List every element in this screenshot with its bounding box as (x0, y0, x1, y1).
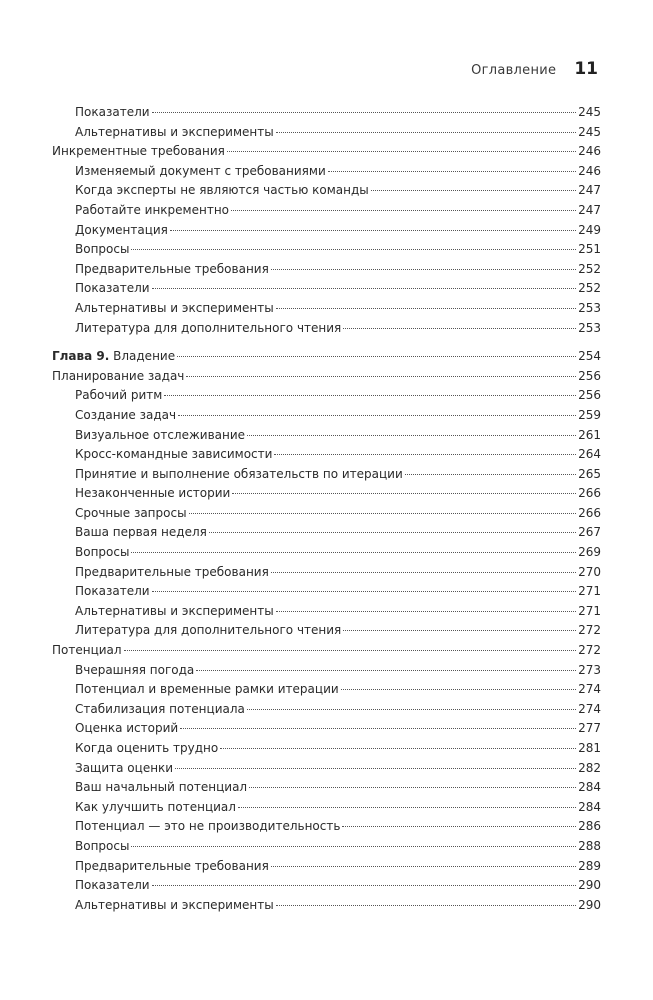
dot-leader (180, 728, 576, 729)
dot-leader (227, 151, 576, 152)
dot-leader (405, 474, 576, 475)
toc-entry-text: Предварительные требования (75, 858, 269, 873)
dot-leader (276, 611, 576, 612)
dot-leader (124, 650, 577, 651)
toc-page-number: 247 (578, 202, 601, 217)
toc-subsection-entry[interactable] (52, 181, 601, 201)
dot-leader (274, 454, 576, 455)
toc-entry-title (75, 602, 274, 622)
toc-subsection-entry[interactable] (52, 759, 601, 779)
section-title: Оглавление (471, 63, 557, 78)
toc-entry-title (75, 876, 150, 896)
toc-subsection-entry[interactable] (52, 260, 601, 280)
toc-entry-title (75, 181, 369, 201)
toc-subsection-entry[interactable] (52, 319, 601, 339)
dot-leader (152, 591, 577, 592)
dot-leader (276, 905, 576, 906)
toc-section-entry[interactable] (52, 142, 601, 162)
dot-leader (247, 435, 576, 436)
toc-entry-text: Показатели (75, 878, 150, 893)
toc-entry-text: Изменяемый документ с требованиями (75, 163, 326, 178)
toc-entry-text: Альтернативы и эксперименты (75, 300, 274, 315)
toc-entry-title (75, 896, 274, 916)
chapter-label: Глава 9. (52, 349, 110, 364)
dot-leader (131, 552, 576, 553)
running-header (471, 59, 598, 79)
toc-entry-title (75, 162, 326, 182)
toc-subsection-entry[interactable] (52, 299, 601, 319)
toc-section-entry[interactable] (52, 367, 601, 387)
toc-subsection-entry[interactable] (52, 103, 601, 123)
toc-page-number: 274 (578, 701, 601, 716)
toc-entry-text: Ваш начальный потенциал (75, 780, 248, 795)
toc-page-number: 271 (578, 603, 601, 618)
toc-entry-title (75, 465, 403, 485)
toc-entry-text: Владение (109, 349, 176, 364)
dot-leader (170, 230, 576, 231)
toc-subsection-entry[interactable] (52, 123, 601, 143)
toc-entry-text: Показатели (75, 105, 150, 119)
toc-page-number: 288 (578, 838, 601, 853)
toc-entry-title (75, 240, 129, 260)
toc-subsection-entry[interactable] (52, 817, 601, 837)
toc-entry-title (75, 523, 207, 543)
toc-subsection-entry[interactable] (52, 621, 601, 641)
toc-subsection-entry[interactable] (52, 798, 601, 818)
toc-entry-title (75, 563, 269, 583)
toc-subsection-entry[interactable] (52, 240, 601, 260)
dot-leader (249, 787, 576, 788)
toc-subsection-entry[interactable] (52, 426, 601, 446)
toc-entry-title (75, 386, 162, 406)
toc-subsection-entry[interactable] (52, 445, 601, 465)
toc-page-number: 282 (578, 760, 601, 775)
toc-page-number: 266 (578, 486, 601, 501)
toc-entry-text: Работайте инкрементно (75, 202, 230, 217)
dot-leader (276, 308, 576, 309)
toc-entry-text: Предварительные требования (75, 564, 269, 579)
toc-entry-text: Инкрементные требования (52, 144, 225, 159)
toc-entry-text: Альтернативы и эксперименты (75, 603, 274, 618)
toc-page-number: 256 (578, 388, 601, 403)
toc-entry-text: Потенциал (52, 643, 122, 658)
toc-entry-text: Вопросы (75, 545, 130, 560)
toc-page-number: 249 (578, 222, 601, 237)
toc-page-number: 290 (578, 897, 601, 912)
toc-entry-title (75, 260, 269, 280)
toc-entry-text: Срочные запросы (75, 505, 187, 520)
toc-subsection-entry[interactable] (52, 602, 601, 622)
dot-leader (371, 190, 576, 191)
toc-subsection-entry[interactable] (52, 876, 601, 896)
toc-entry-text: Вопросы (75, 242, 130, 257)
toc-entry-title (75, 661, 194, 681)
toc-entry-title (75, 201, 229, 221)
dot-leader (276, 132, 576, 133)
toc-subsection-entry[interactable] (52, 279, 601, 299)
toc-entry-text: Визуальное отслеживание (75, 427, 246, 442)
toc-page-number: 273 (578, 662, 601, 677)
toc-entry-title (75, 504, 187, 524)
dot-leader (152, 112, 577, 113)
toc-entry-title (75, 700, 245, 720)
toc-subsection-entry[interactable] (52, 465, 601, 485)
toc-entry-text: Литература для дополнительного чтения (75, 623, 342, 638)
toc-entry-title (75, 103, 150, 123)
toc-entry-text: Альтернативы и эксперименты (75, 124, 274, 139)
toc-page-number: 245 (578, 124, 601, 139)
dot-leader (196, 670, 576, 671)
toc-page-number: 251 (578, 242, 601, 257)
page-number: 11 (574, 59, 598, 79)
toc-page-number: 284 (578, 780, 601, 795)
toc-subsection-entry[interactable] (52, 739, 601, 759)
toc-entry-text: Вопросы (75, 838, 130, 853)
toc-page-number: 284 (578, 799, 601, 814)
toc-entry-title (75, 484, 230, 504)
toc-subsection-entry[interactable] (52, 857, 601, 877)
dot-leader (247, 709, 576, 710)
toc-page-number: 289 (578, 858, 601, 873)
toc-subsection-entry[interactable] (52, 504, 601, 524)
toc-entry-title (75, 719, 178, 739)
toc-page-number: 271 (578, 584, 601, 599)
toc-entry-text: Оценка историй (75, 721, 179, 736)
toc-entry-text: Как улучшить потенциал (75, 799, 236, 814)
toc-subsection-entry[interactable] (52, 543, 601, 563)
dot-leader (131, 249, 576, 250)
toc-page-number: 266 (578, 505, 601, 520)
toc-page-number: 274 (578, 682, 601, 697)
dot-leader (164, 395, 576, 396)
dot-leader (209, 532, 576, 533)
toc-page-number: 272 (578, 643, 601, 658)
toc-entry-title (75, 123, 274, 143)
toc-subsection-entry[interactable] (52, 221, 601, 241)
toc-entry-title (75, 817, 340, 837)
toc-entry-text: Незаконченные истории (75, 486, 231, 501)
toc-section-entry[interactable] (52, 641, 601, 661)
toc-page-number: 253 (578, 300, 601, 315)
toc-page-number: 246 (578, 144, 601, 159)
toc-entry-title (75, 543, 129, 563)
toc-entry-title (75, 279, 150, 299)
toc-entry-title (75, 582, 150, 602)
toc-page-number: 277 (578, 721, 601, 736)
toc-page-number: 270 (578, 564, 601, 579)
toc-subsection-entry[interactable] (52, 484, 601, 504)
toc-page-number: 253 (578, 320, 601, 335)
toc-subsection-entry[interactable] (52, 896, 601, 916)
toc-entry-text: Потенциал — это не производительность (75, 819, 341, 834)
toc-entry-text: Документация (75, 222, 168, 237)
dot-leader (220, 748, 576, 749)
dot-leader (177, 356, 576, 357)
toc-page-number: 281 (578, 741, 601, 755)
toc-entry-title (75, 680, 339, 700)
toc-page-number: 272 (578, 623, 601, 638)
toc-subsection-entry[interactable] (52, 523, 601, 543)
toc-entry-text: Предварительные требования (75, 261, 269, 276)
toc-subsection-entry[interactable] (52, 201, 601, 221)
toc-page-number: 252 (578, 261, 601, 276)
toc-page-number: 259 (578, 407, 601, 422)
dot-leader (232, 493, 576, 494)
dot-leader (152, 288, 577, 289)
dot-leader (343, 328, 576, 329)
dot-leader (238, 807, 576, 808)
toc-entry-text: Литература для дополнительного чтения (75, 320, 342, 335)
toc-subsection-entry[interactable] (52, 719, 601, 739)
table-of-contents (52, 103, 601, 915)
toc-page-number: 265 (578, 466, 601, 481)
toc-subsection-entry[interactable] (52, 680, 601, 700)
toc-chapter-entry[interactable] (52, 347, 601, 367)
dot-leader (271, 269, 576, 270)
toc-entry-title (75, 739, 218, 759)
toc-entry-title (75, 778, 247, 798)
toc-entry-text: Показатели (75, 281, 150, 296)
toc-subsection-entry[interactable] (52, 700, 601, 720)
toc-entry-text: Когда эксперты не являются частью команды (75, 183, 369, 198)
toc-page-number: 246 (578, 163, 601, 178)
dot-leader (131, 846, 576, 847)
toc-entry-title (75, 299, 274, 319)
toc-entry-title (75, 857, 269, 877)
dot-leader (175, 768, 576, 769)
toc-entry-text: Кросс-командные зависимости (75, 447, 273, 462)
toc-page-number: 245 (578, 105, 601, 119)
toc-entry-text: Ваша первая неделя (75, 525, 207, 540)
dot-leader (271, 572, 576, 573)
toc-entry-title (52, 142, 225, 162)
toc-subsection-entry[interactable] (52, 837, 601, 857)
toc-page-number: 247 (578, 183, 601, 198)
toc-entry-text: Показатели (75, 584, 150, 599)
toc-entry-text: Создание задач (75, 407, 177, 422)
toc-entry-text: Защита оценки (75, 760, 174, 775)
toc-entry-text: Вчерашняя погода (75, 662, 195, 677)
toc-page-number: 252 (578, 281, 601, 296)
dot-leader (152, 885, 577, 886)
toc-entry-text: Принятие и выполнение обязательств по итерации (75, 466, 403, 481)
toc-subsection-entry[interactable] (52, 162, 601, 182)
toc-entry-title (75, 426, 245, 446)
toc-page-number: 254 (578, 349, 601, 364)
toc-entry-title (52, 641, 122, 661)
toc-entry-text: Когда оценить трудно (75, 741, 219, 755)
dot-leader (328, 171, 576, 172)
toc-entry-title (75, 759, 173, 779)
toc-entry-title (75, 406, 176, 426)
toc-entry-title (75, 445, 272, 465)
toc-page-number: 256 (578, 368, 601, 383)
toc-subsection-entry[interactable] (52, 582, 601, 602)
toc-entry-text: Планирование задач (52, 368, 185, 383)
toc-page-number: 286 (578, 819, 601, 834)
toc-subsection-entry[interactable] (52, 563, 601, 583)
dot-leader (342, 826, 576, 827)
toc-entry-title (75, 221, 168, 241)
toc-entry-title (52, 347, 175, 367)
dot-leader (189, 513, 577, 514)
toc-entry-title (75, 319, 341, 339)
toc-entry-text: Рабочий ритм (75, 388, 163, 403)
toc-entry-title (75, 621, 341, 641)
toc-subsection-entry[interactable] (52, 406, 601, 426)
toc-entry-text: Стабилизация потенциала (75, 701, 245, 716)
dot-leader (231, 210, 576, 211)
toc-page-number: 261 (578, 427, 601, 442)
toc-subsection-entry[interactable] (52, 778, 601, 798)
toc-subsection-entry[interactable] (52, 661, 601, 681)
toc-entry-title (75, 798, 236, 818)
dot-leader (343, 630, 576, 631)
dot-leader (186, 376, 576, 377)
toc-entry-text: Потенциал и временные рамки итерации (75, 682, 339, 697)
toc-page-number: 290 (578, 878, 601, 893)
dot-leader (271, 866, 576, 867)
toc-page-number: 267 (578, 525, 601, 540)
toc-entry-text: Альтернативы и эксперименты (75, 897, 274, 912)
toc-page-number: 264 (578, 447, 601, 462)
toc-entry-title (52, 367, 184, 387)
dot-leader (178, 415, 576, 416)
toc-page-number: 269 (578, 545, 601, 560)
toc-subsection-entry[interactable] (52, 386, 601, 406)
dot-leader (341, 689, 576, 690)
toc-entry-title (75, 837, 129, 857)
